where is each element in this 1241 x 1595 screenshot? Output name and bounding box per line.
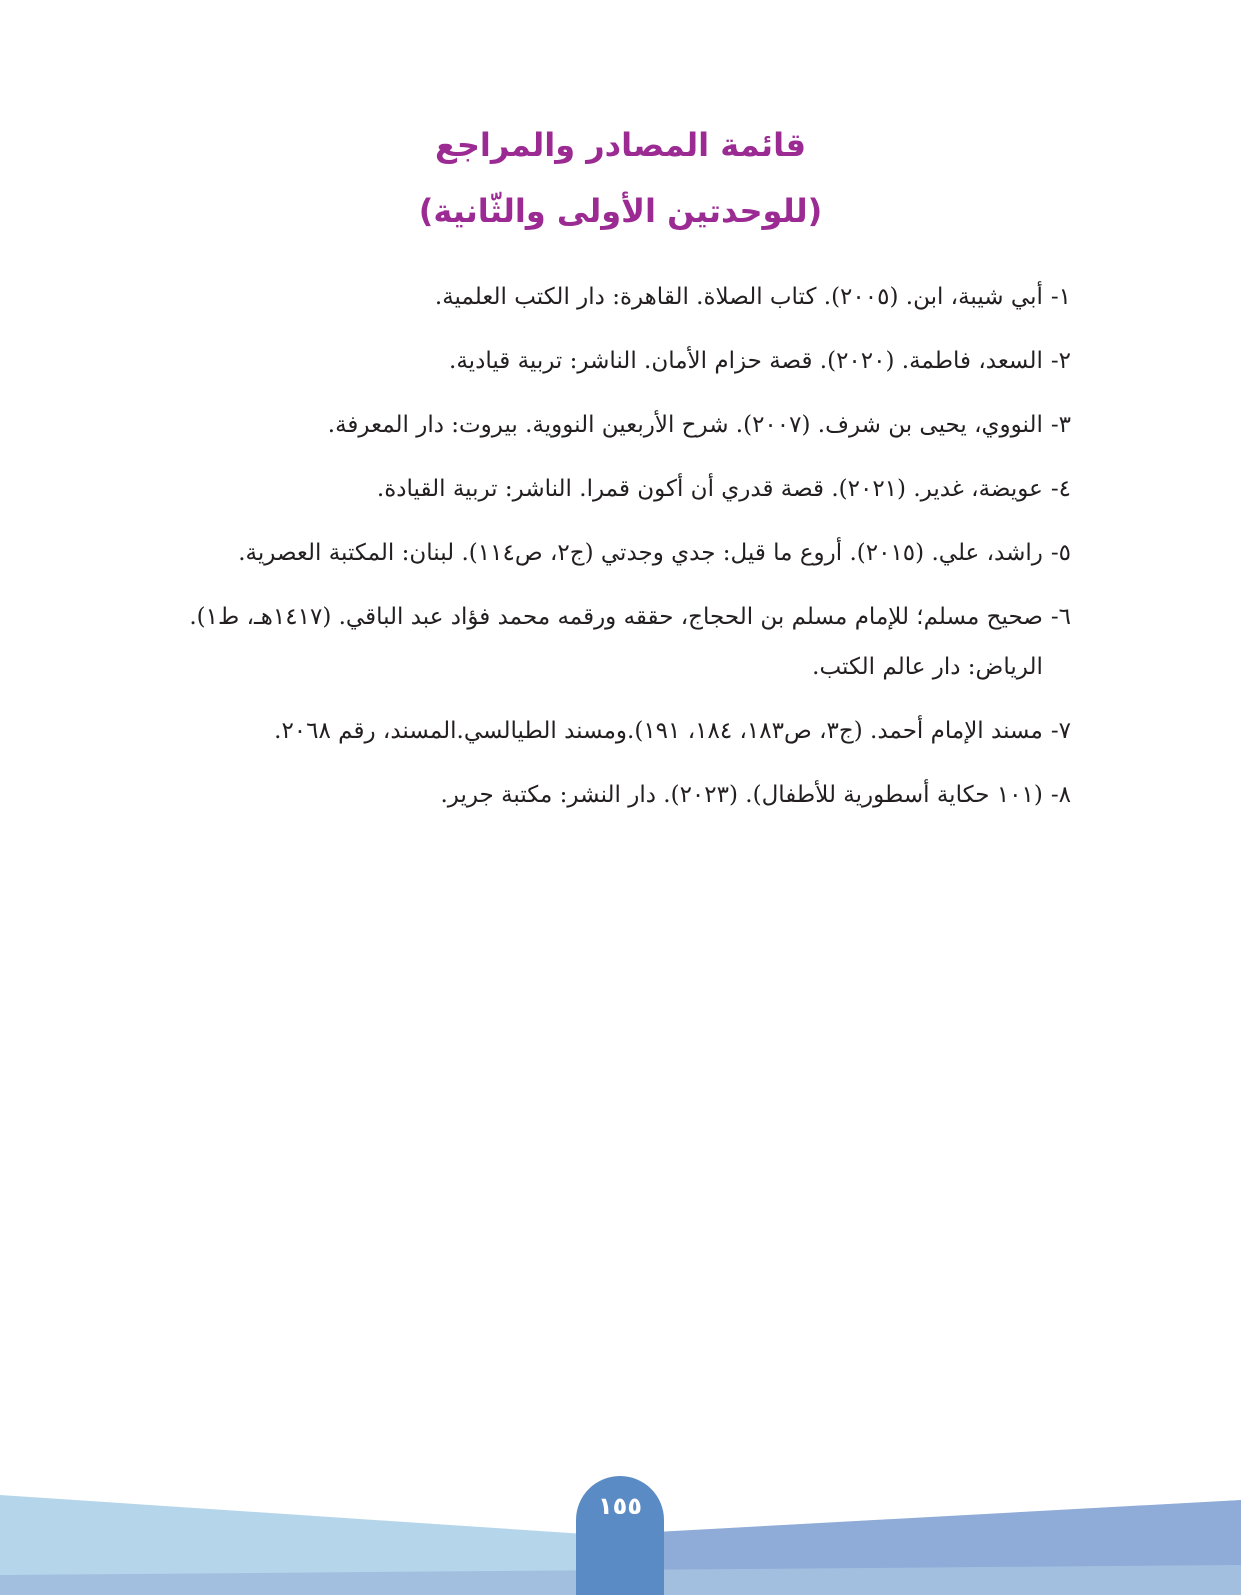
reference-item-6	[111, 592, 1071, 692]
page-title-line-1: قائمة المصادر والمراجع	[434, 126, 807, 164]
reference-number: ٤-	[1050, 476, 1071, 502]
reference-number: ٨-	[1050, 782, 1071, 808]
reference-item-1	[111, 272, 1071, 322]
reference-item-2	[111, 336, 1071, 386]
reference-text: عويضة، غدير. (٢٠٢١). قصة قدري أن أكون قمرا. الناشر: تربية القيادة.	[376, 476, 1043, 502]
reference-text: السعد، فاطمة. (٢٠٢٠). قصة حزام الأمان. الناشر: تربية قيادية.	[449, 348, 1043, 374]
reference-text: النووي، يحيى بن شرف. (٢٠٠٧). شرح الأربعين النووية. بيروت: دار المعرفة.	[327, 412, 1043, 438]
page-title	[0, 112, 1241, 244]
reference-text: أبي شيبة، ابن. (٢٠٠٥). كتاب الصلاة. القاهرة: دار الكتب العلمية.	[434, 284, 1043, 310]
reference-item-4	[111, 464, 1071, 514]
reference-item-8	[111, 770, 1071, 820]
reference-number: ٢-	[1050, 348, 1071, 374]
reference-number: ٣-	[1050, 412, 1071, 438]
reference-item-7	[111, 706, 1071, 756]
page-title-line-2: (للوحدتين الأولى والثّانية)	[418, 192, 823, 230]
reference-text: مسند الإمام أحمد. (ج٣، ص١٨٣، ١٨٤، ١٩١).ومسند الطيالسي.المسند، رقم ٢٠٦٨.	[274, 718, 1043, 744]
reference-text: صحيح مسلم؛ للإمام مسلم بن الحجاج، حققه ورقمه محمد فؤاد عبد الباقي. (١٤١٧هـ، ط١). الرياض: دار عالم الكتب.	[189, 604, 1043, 680]
reference-list	[111, 272, 1071, 834]
reference-number: ١-	[1050, 284, 1071, 310]
reference-item-5	[111, 528, 1071, 578]
reference-number: ٧-	[1050, 718, 1071, 744]
page-number-badge	[576, 1476, 664, 1595]
reference-text: راشد، علي. (٢٠١٥). أروع ما قيل: جدي وجدتي (ج٢، ص١١٤). لبنان: المكتبة العصرية.	[238, 540, 1043, 566]
reference-item-3	[111, 400, 1071, 450]
reference-number: ٥-	[1050, 540, 1071, 566]
page-number: ١٥٥	[598, 1492, 642, 1520]
reference-text: (١٠١ حكاية أسطورية للأطفال). (٢٠٢٣). دار النشر: مكتبة جرير.	[440, 782, 1043, 808]
reference-number: ٦-	[1050, 604, 1071, 630]
